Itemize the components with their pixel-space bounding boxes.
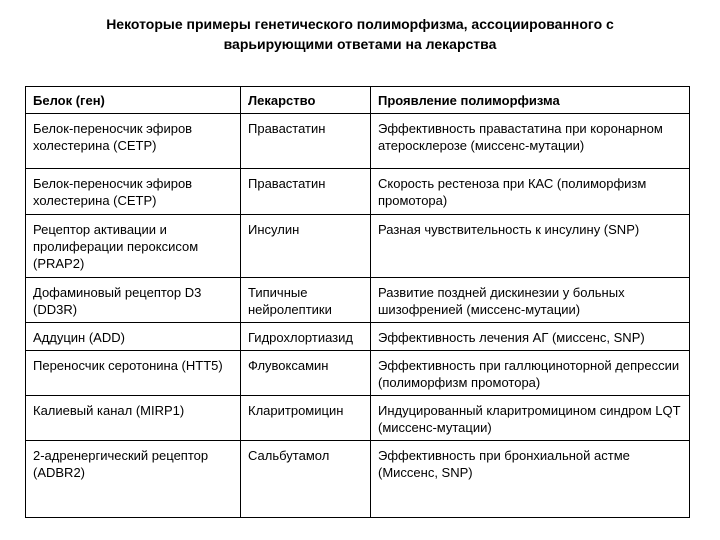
table-header-row [26,87,690,114]
cell-manifestation: Индуцированный кларитромицином синдром LQT (миссенс-мутации) [371,396,690,441]
cell-drug: Кларитромицин [241,396,371,441]
table-row [26,215,690,278]
cell-protein: Калиевый канал (MIRP1) [26,396,241,441]
polymorphism-table [25,86,690,518]
cell-protein: Переносчик серотонина (HTT5) [26,351,241,396]
cell-drug: Гидрохлортиазид [241,323,371,351]
cell-protein: Рецептор активации и пролиферации пероксисом (PRAP2) [26,215,241,278]
cell-manifestation: Эффективность при галлюциноторной депрессии (полиморфизм промотора) [371,351,690,396]
cell-drug: Правастатин [241,169,371,215]
title-line-2: варьирующими ответами на лекарства [223,36,497,52]
table-row [26,351,690,396]
cell-protein: Аддуцин (ADD) [26,323,241,351]
table-row [26,441,690,518]
cell-manifestation: Эффективность правастатина при коронарном атеросклерозе (миссенс-мутации) [371,114,690,169]
header-drug: Лекарство [241,87,371,114]
cell-protein: Дофаминовый рецептор D3 (DD3R) [26,278,241,323]
cell-protein: 2-адренергический рецептор (ADBR2) [26,441,241,518]
page-title [0,14,720,54]
table-row [26,396,690,441]
title-line-1: Некоторые примеры генетического полиморфизма, ассоциированного с [106,16,614,32]
table-row [26,169,690,215]
table-row [26,278,690,323]
cell-manifestation: Скорость рестеноза при КАС (полиморфизм промотора) [371,169,690,215]
cell-drug: Инсулин [241,215,371,278]
header-protein: Белок (ген) [26,87,241,114]
table-row [26,323,690,351]
cell-drug: Правастатин [241,114,371,169]
cell-drug: Типичные нейролептики [241,278,371,323]
cell-drug: Сальбутамол [241,441,371,518]
cell-manifestation: Эффективность лечения АГ (миссенс, SNP) [371,323,690,351]
table-row [26,114,690,169]
cell-protein: Белок-переносчик эфиров холестерина (CETP) [26,169,241,215]
cell-manifestation: Разная чувствительность к инсулину (SNP) [371,215,690,278]
header-manifestation: Проявление полиморфизма [371,87,690,114]
cell-manifestation: Развитие поздней дискинезии у больных шизофренией (миссенс-мутации) [371,278,690,323]
cell-protein: Белок-переносчик эфиров холестерина (CETP) [26,114,241,169]
cell-manifestation: Эффективность при бронхиальной астме (Миссенс, SNP) [371,441,690,518]
cell-drug: Флувоксамин [241,351,371,396]
